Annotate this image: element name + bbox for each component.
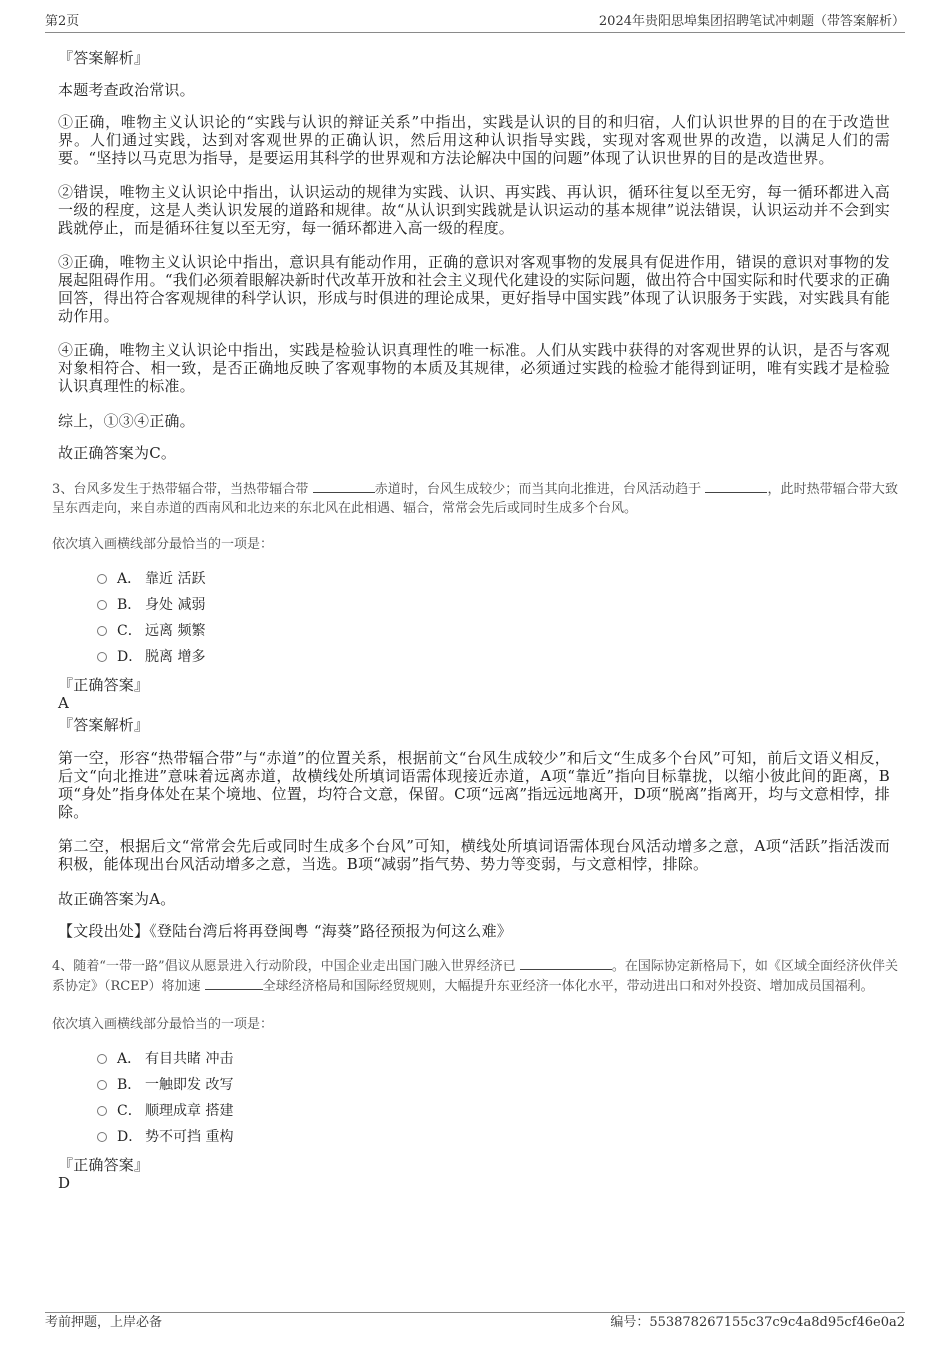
q3-option-d-text: 脱离 增多 (145, 649, 206, 665)
q3-blank-2 (705, 480, 767, 493)
footer-slogan: 考前押题，上岸必备 (45, 1315, 163, 1330)
radio-icon[interactable] (97, 600, 107, 610)
q4-option-c-letter: C． (117, 1103, 142, 1119)
q4-blank-2 (205, 977, 263, 990)
q4-option-c-text: 顺理成章 搭建 (145, 1103, 234, 1119)
q4-prompt: 依次填入画横线部分最恰当的一项是： (52, 1017, 274, 1032)
q4-blank-1 (520, 957, 612, 970)
radio-icon[interactable] (97, 626, 107, 636)
q4-option-b-letter: B． (117, 1077, 142, 1093)
radio-icon[interactable] (97, 1106, 107, 1116)
radio-icon[interactable] (97, 652, 107, 662)
q2-intro: 本题考查政治常识。 (58, 81, 195, 99)
q3-answer: A (58, 694, 70, 712)
q3-blank-1 (313, 480, 375, 493)
q4-option-b-text: 一触即发 改写 (145, 1077, 234, 1093)
q3-conclusion: 故正确答案为A。 (58, 890, 176, 908)
q3-option-c-letter: C． (117, 623, 142, 639)
q3-option-c[interactable] (97, 618, 890, 644)
q2-paragraph-2: ②错误，唯物主义认识论中指出，认识运动的规律为实践、认识、再实践、再认识，循环往复以至无穷，每一循环都进入高一级的程度，这是人类认识发展的道路和规律。故“从认识到实践就是认识运动的基本规律”说法错误，认识运动并不会到实践就停止，而是循环往复以至无穷，每一循环都进入高一级的程度。 (58, 183, 890, 237)
q4-stem (52, 957, 898, 996)
q4-answer-label: 『正确答案』 (58, 1156, 150, 1174)
page-number: 第2页 (45, 14, 80, 29)
q4-option-a[interactable] (97, 1046, 890, 1072)
q2-paragraph-3: ③正确，唯物主义认识论中指出，意识具有能动作用，正确的意识对客观事物的发展具有促进作用，错误的意识对事物的发展起阻碍作用。“我们必须着眼解决新时代改革开放和社会主义现代化建设的实际问题，做出符合中国实际和时代要求的正确回答，得出符合客观规律的科学认识，形成与时俱进的理论成果，更好指导中国实践”体现了认识服务于实践，对实践具有能动作用。 (58, 253, 890, 325)
radio-icon[interactable] (97, 1080, 107, 1090)
q2-paragraph-1: ①正确，唯物主义认识论的“实践与认识的辩证关系”中指出，实践是认识的目的和归宿，人们认识世界的目的在于改造世界。人们通过实践，达到对客观世界的正确认识，然后用这种认识指导实践，实现对客观世界的改造，以满足人们的需要。“坚持以马克思为指导，是要运用其科学的世界观和方法论解决中国的问题”体现了认识世界的目的是改造世界。 (58, 113, 890, 167)
q3-prompt: 依次填入画横线部分最恰当的一项是： (52, 537, 274, 552)
radio-icon[interactable] (97, 1132, 107, 1142)
page-header (45, 12, 905, 33)
radio-icon[interactable] (97, 1054, 107, 1064)
q4-stem-part-2: 。在国际协定新格局下，如《区域全面经济伙伴关系协定》（RCEP）将加速 (52, 959, 898, 994)
footer-serial-number: 编号：553878267155c37c9c4a8d95cf46e0a2 (610, 1315, 905, 1330)
q3-option-c-text: 远离 频繁 (145, 623, 206, 639)
q4-answer: D (58, 1174, 71, 1192)
q2-summary: 综上，①③④正确。 (58, 412, 195, 430)
q4-option-a-letter: A． (117, 1051, 142, 1067)
q3-option-d[interactable] (97, 644, 890, 670)
q2-paragraph-4: ④正确，唯物主义认识论中指出，实践是检验认识真理性的唯一标准。人们从实践中获得的对客观世界的认识，是否与客观对象相符合、相一致，是否正确地反映了客观事物的本质及其规律，必须通过实践的检验才能得到证明，唯有实践才是检验认识真理性的标准。 (58, 341, 890, 395)
q3-stem (52, 480, 898, 518)
q3-stem-part-1: 3、台风多发生于热带辐合带，当热带辐合带 (52, 482, 313, 497)
radio-icon[interactable] (97, 574, 107, 584)
q4-option-a-text: 有目共睹 冲击 (145, 1051, 234, 1067)
q3-answer-label: 『正确答案』 (58, 676, 150, 694)
q3-option-a-text: 靠近 活跃 (145, 571, 206, 587)
q3-option-a[interactable] (97, 566, 890, 592)
q4-stem-part-1: 4、随着“一带一路”倡议从愿景进入行动阶段，中国企业走出国门融入世界经济已 (52, 959, 520, 974)
page-footer (45, 1312, 905, 1332)
q3-option-b-letter: B． (117, 597, 142, 613)
page-content (52, 49, 898, 1192)
q4-stem-part-3: 全球经济格局和国际经贸规则，大幅提升东亚经济一体化水平，带动进出口和对外投资、增加成员国福利。 (262, 978, 874, 994)
q3-stem-part-3: ，此时热带辐合带大致呈东西走向，来自赤道的西南风和北边来的东北风在此相遇、辐合，常常会先后或同时生成多个台风。 (52, 482, 898, 516)
q3-analysis-paragraph-2: 第二空，根据后文“常常会先后或同时生成多个台风”可知，横线处所填词语需体现台风活动增多之意，A项“活跃”指活泼而积极，能体现出台风活动增多之意，当选。B项“减弱”指气势、势力等变弱，与文意相悖，排除。 (58, 837, 890, 873)
q4-option-c[interactable] (97, 1098, 890, 1124)
q4-option-d[interactable] (97, 1124, 890, 1150)
q3-options (97, 566, 890, 670)
q4-options (97, 1046, 890, 1150)
q4-option-d-text: 势不可挡 重构 (145, 1129, 234, 1145)
q3-source: 【文段出处】《登陆台湾后将再登闽粤 “海葵”路径预报为何这么难》 (58, 922, 513, 940)
q3-option-b-text: 身处 减弱 (145, 597, 206, 613)
q3-analysis-label: 『答案解析』 (58, 716, 150, 734)
q2-analysis-label: 『答案解析』 (58, 49, 150, 67)
q4-option-b[interactable] (97, 1072, 890, 1098)
q3-option-b[interactable] (97, 592, 890, 618)
q4-option-d-letter: D． (117, 1129, 143, 1145)
q3-analysis-paragraph-1: 第一空，形容“热带辐合带”与“赤道”的位置关系，根据前文“台风生成较少”和后文“生成多个台风”可知，前后文语义相反，后文“向北推进”意味着远离赤道，故横线处所填词语需体现接近赤道，A项“靠近”指向目标靠拢，以缩小彼此间的距离，B项“身处”指身体处在某个境地、位置，均符合文意，保留。C项“远离”指远远地离开，D项“脱离”指离开，均与文意相悖，排除。 (58, 749, 890, 821)
q3-stem-part-2: 赤道时，台风生成较少；而当其向北推进，台风活动趋于 (374, 482, 706, 497)
document-title: 2024年贵阳思埠集团招聘笔试冲刺题（带答案解析） (598, 14, 905, 29)
q3-option-a-letter: A． (117, 571, 142, 587)
q2-conclusion: 故正确答案为C。 (58, 444, 177, 462)
q3-option-d-letter: D． (117, 649, 143, 665)
